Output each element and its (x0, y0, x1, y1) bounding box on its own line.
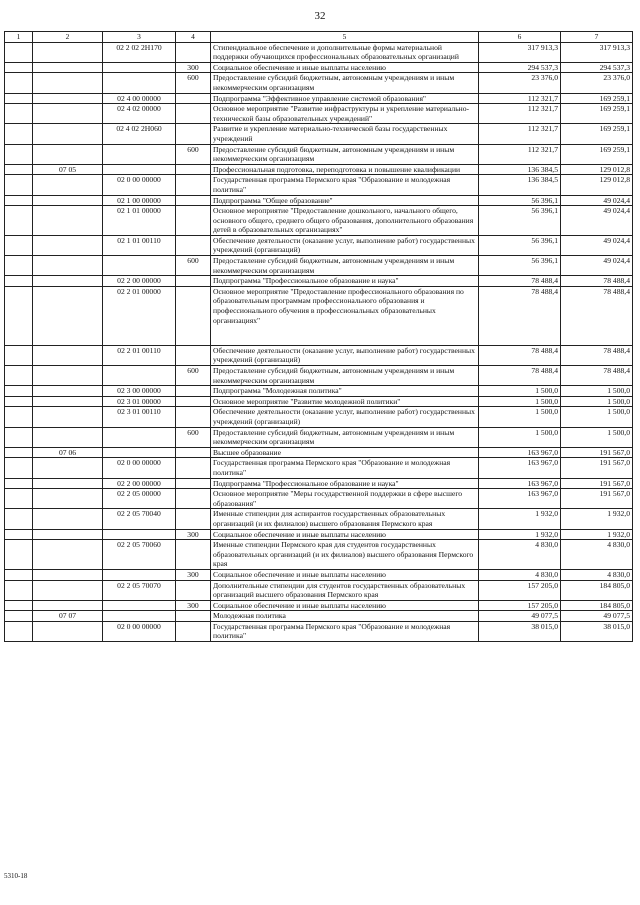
target-article-cell: 02 4 00 00000 (103, 93, 176, 104)
section-cell (5, 42, 33, 62)
description-cell: Обеспечение деятельности (оказание услуг, выполнение работ) государственных учреждений (организаций) (211, 407, 479, 427)
amount-2020-cell: 184 805,0 (561, 600, 633, 611)
target-article-cell (103, 600, 176, 611)
section-cell (5, 529, 33, 540)
amount-2019-cell: 56 396,1 (479, 256, 561, 276)
expense-type-cell (176, 540, 211, 570)
amount-2019-cell: 157 205,0 (479, 600, 561, 611)
description-cell: Социальное обеспечение и иные выплаты населению (211, 529, 479, 540)
column-header: 6 (479, 32, 561, 43)
amount-2020-cell: 4 830,0 (561, 540, 633, 570)
description-cell: Основное мероприятие "Предоставление профессионального образования по образовательным программам профессионального образования и профессионального обучения в профессиональных образовательных организациях" (211, 286, 479, 345)
subsection-cell (33, 580, 103, 600)
amount-2019-cell: 294 537,3 (479, 62, 561, 73)
subsection-cell (33, 104, 103, 124)
target-article-cell (103, 569, 176, 580)
section-cell (5, 580, 33, 600)
subsection-cell (33, 509, 103, 529)
target-article-cell: 02 0 00 00000 (103, 175, 176, 195)
target-article-cell: 02 0 00 00000 (103, 458, 176, 478)
amount-2019-cell: 163 967,0 (479, 478, 561, 489)
amount-2020-cell: 1 500,0 (561, 396, 633, 407)
table-row (5, 366, 633, 386)
subsection-cell (33, 93, 103, 104)
table-row (5, 124, 633, 144)
amount-2019-cell: 163 967,0 (479, 447, 561, 458)
amount-2020-cell: 294 537,3 (561, 62, 633, 73)
target-article-cell: 02 4 02 2Н060 (103, 124, 176, 144)
expense-type-cell: 600 (176, 73, 211, 93)
table-row (5, 396, 633, 407)
subsection-cell (33, 540, 103, 570)
amount-2019-cell: 49 077,5 (479, 611, 561, 622)
subsection-cell (33, 386, 103, 397)
target-article-cell: 02 2 05 70060 (103, 540, 176, 570)
expense-type-cell (176, 580, 211, 600)
description-cell: Профессиональная подготовка, переподготовка и повышение квалификации (211, 164, 479, 175)
amount-2020-cell: 78 488,4 (561, 276, 633, 287)
expense-type-cell (176, 286, 211, 345)
expense-type-cell (176, 42, 211, 62)
subsection-cell (33, 124, 103, 144)
table-row (5, 509, 633, 529)
expense-type-cell: 300 (176, 529, 211, 540)
subsection-cell: 07 06 (33, 447, 103, 458)
amount-2020-cell: 49 077,5 (561, 611, 633, 622)
section-cell (5, 256, 33, 276)
table-row (5, 569, 633, 580)
table-row (5, 104, 633, 124)
target-article-cell (103, 73, 176, 93)
amount-2019-cell: 163 967,0 (479, 489, 561, 509)
table-row (5, 611, 633, 622)
expense-type-cell: 600 (176, 144, 211, 164)
table-row (5, 62, 633, 73)
description-cell: Подпрограмма "Профессиональное образование и наука" (211, 478, 479, 489)
table-row (5, 175, 633, 195)
amount-2020-cell: 191 567,0 (561, 489, 633, 509)
table-row (5, 621, 633, 641)
section-cell (5, 62, 33, 73)
expense-type-cell (176, 447, 211, 458)
amount-2019-cell: 56 396,1 (479, 195, 561, 206)
section-cell (5, 124, 33, 144)
description-cell: Государственная программа Пермского края "Образование и молодежная политика" (211, 175, 479, 195)
table-row (5, 600, 633, 611)
amount-2019-cell: 136 384,5 (479, 175, 561, 195)
subsection-cell (33, 195, 103, 206)
amount-2020-cell: 184 805,0 (561, 580, 633, 600)
description-cell: Предоставление субсидий бюджетным, автономным учреждениям и иным некоммерческим организациям (211, 144, 479, 164)
expense-type-cell (176, 93, 211, 104)
column-header: 3 (103, 32, 176, 43)
expense-type-cell (176, 478, 211, 489)
section-cell (5, 175, 33, 195)
amount-2020-cell: 317 913,3 (561, 42, 633, 62)
table-row (5, 93, 633, 104)
section-cell (5, 93, 33, 104)
expense-type-cell (176, 386, 211, 397)
subsection-cell (33, 144, 103, 164)
description-cell: Основное мероприятие "Развитие инфраструктуры и укрепление материально-технической базы образовательных учреждений" (211, 104, 479, 124)
description-cell: Социальное обеспечение и иные выплаты населению (211, 600, 479, 611)
description-cell: Социальное обеспечение и иные выплаты населению (211, 62, 479, 73)
column-header: 7 (561, 32, 633, 43)
expense-type-cell (176, 124, 211, 144)
table-row (5, 206, 633, 236)
description-cell: Основное мероприятие "Предоставление дошкольного, начального общего, основного общего, среднего общего образования, дополнительного образования детей в образовательных организациях" (211, 206, 479, 236)
amount-2020-cell: 169 259,1 (561, 93, 633, 104)
amount-2020-cell: 78 488,4 (561, 345, 633, 365)
amount-2019-cell: 1 932,0 (479, 529, 561, 540)
amount-2020-cell: 191 567,0 (561, 447, 633, 458)
expense-type-cell (176, 407, 211, 427)
amount-2019-cell: 1 932,0 (479, 509, 561, 529)
section-cell (5, 478, 33, 489)
amount-2020-cell: 1 500,0 (561, 427, 633, 447)
expense-type-cell (176, 489, 211, 509)
expense-type-cell: 300 (176, 62, 211, 73)
section-cell (5, 286, 33, 345)
amount-2019-cell: 78 488,4 (479, 286, 561, 345)
amount-2020-cell: 23 376,0 (561, 73, 633, 93)
column-header: 2 (33, 32, 103, 43)
target-article-cell (103, 366, 176, 386)
expense-type-cell (176, 235, 211, 255)
table-row (5, 73, 633, 93)
amount-2019-cell: 56 396,1 (479, 206, 561, 236)
subsection-cell: 07 07 (33, 611, 103, 622)
description-cell: Основное мероприятие "Развитие молодежной политики" (211, 396, 479, 407)
amount-2020-cell: 169 259,1 (561, 124, 633, 144)
table-row (5, 164, 633, 175)
section-cell (5, 447, 33, 458)
subsection-cell: 07 05 (33, 164, 103, 175)
subsection-cell (33, 407, 103, 427)
table-row (5, 286, 633, 345)
target-article-cell: 02 2 05 70040 (103, 509, 176, 529)
table-row (5, 144, 633, 164)
target-article-cell: 02 1 00 00000 (103, 195, 176, 206)
expense-type-cell: 600 (176, 366, 211, 386)
table-row (5, 345, 633, 365)
target-article-cell: 02 2 00 00000 (103, 478, 176, 489)
description-cell: Предоставление субсидий бюджетным, автономным учреждениям и иным некоммерческим организациям (211, 427, 479, 447)
subsection-cell (33, 458, 103, 478)
table-row (5, 235, 633, 255)
target-article-cell: 02 2 02 2Н170 (103, 42, 176, 62)
section-cell (5, 540, 33, 570)
section-cell (5, 345, 33, 365)
amount-2020-cell: 49 024,4 (561, 256, 633, 276)
section-cell (5, 509, 33, 529)
subsection-cell (33, 73, 103, 93)
section-cell (5, 144, 33, 164)
expense-type-cell (176, 104, 211, 124)
target-article-cell (103, 164, 176, 175)
description-cell: Государственная программа Пермского края "Образование и молодежная политика" (211, 458, 479, 478)
subsection-cell (33, 621, 103, 641)
description-cell: Подпрограмма "Молодежная политика" (211, 386, 479, 397)
target-article-cell (103, 144, 176, 164)
expense-type-cell (176, 621, 211, 641)
amount-2020-cell: 49 024,4 (561, 206, 633, 236)
amount-2019-cell: 112 321,7 (479, 144, 561, 164)
amount-2019-cell: 4 830,0 (479, 540, 561, 570)
description-cell: Обеспечение деятельности (оказание услуг, выполнение работ) государственных учреждений (организаций) (211, 345, 479, 365)
target-article-cell: 02 3 01 00000 (103, 396, 176, 407)
table-row (5, 195, 633, 206)
section-cell (5, 206, 33, 236)
subsection-cell (33, 345, 103, 365)
subsection-cell (33, 62, 103, 73)
amount-2020-cell: 38 015,0 (561, 621, 633, 641)
description-cell: Подпрограмма "Общее образование" (211, 195, 479, 206)
section-cell (5, 569, 33, 580)
expense-type-cell (176, 195, 211, 206)
table-row (5, 447, 633, 458)
description-cell: Государственная программа Пермского края "Образование и молодежная политика" (211, 621, 479, 641)
section-cell (5, 427, 33, 447)
table-row (5, 256, 633, 276)
description-cell: Именные стипендии для аспирантов государственных образовательных организаций (и их филиалов) высшего образования Пермского края (211, 509, 479, 529)
amount-2019-cell: 78 488,4 (479, 345, 561, 365)
subsection-cell (33, 366, 103, 386)
description-cell: Социальное обеспечение и иные выплаты населению (211, 569, 479, 580)
subsection-cell (33, 569, 103, 580)
table-row (5, 540, 633, 570)
subsection-cell (33, 42, 103, 62)
subsection-cell (33, 396, 103, 407)
target-article-cell: 02 1 01 00110 (103, 235, 176, 255)
table-row (5, 489, 633, 509)
section-cell (5, 386, 33, 397)
amount-2020-cell: 49 024,4 (561, 195, 633, 206)
target-article-cell (103, 447, 176, 458)
description-cell: Предоставление субсидий бюджетным, автономным учреждениям и иным некоммерческим организациям (211, 73, 479, 93)
description-cell: Именные стипендии Пермского края для студентов государственных образовательных организаций (и их филиалов) высшего образования Пермского края (211, 540, 479, 570)
target-article-cell (103, 427, 176, 447)
amount-2020-cell: 169 259,1 (561, 144, 633, 164)
section-cell (5, 104, 33, 124)
section-cell (5, 73, 33, 93)
table-header-row (5, 32, 633, 43)
amount-2020-cell: 191 567,0 (561, 458, 633, 478)
amount-2019-cell: 163 967,0 (479, 458, 561, 478)
amount-2019-cell: 1 500,0 (479, 427, 561, 447)
amount-2019-cell: 112 321,7 (479, 124, 561, 144)
target-article-cell: 02 2 05 00000 (103, 489, 176, 509)
description-cell: Подпрограмма "Профессиональное образование и наука" (211, 276, 479, 287)
description-cell: Высшее образование (211, 447, 479, 458)
amount-2020-cell: 78 488,4 (561, 286, 633, 345)
amount-2019-cell: 23 376,0 (479, 73, 561, 93)
table-body (5, 42, 633, 641)
section-cell (5, 621, 33, 641)
section-cell (5, 611, 33, 622)
section-cell (5, 164, 33, 175)
description-cell: Стипендиальное обеспечение и дополнительные формы материальной поддержки обучающихся профессиональных образовательных организаций (211, 42, 479, 62)
target-article-cell: 02 1 01 00000 (103, 206, 176, 236)
section-cell (5, 407, 33, 427)
amount-2019-cell: 317 913,3 (479, 42, 561, 62)
amount-2020-cell: 1 500,0 (561, 407, 633, 427)
target-article-cell: 02 2 01 00000 (103, 286, 176, 345)
table-row (5, 458, 633, 478)
table-row (5, 407, 633, 427)
expense-type-cell (176, 164, 211, 175)
section-cell (5, 235, 33, 255)
target-article-cell: 02 3 01 00110 (103, 407, 176, 427)
section-cell (5, 489, 33, 509)
expense-type-cell (176, 396, 211, 407)
subsection-cell (33, 478, 103, 489)
subsection-cell (33, 600, 103, 611)
table-row (5, 580, 633, 600)
expense-type-cell: 300 (176, 569, 211, 580)
amount-2019-cell: 56 396,1 (479, 235, 561, 255)
expense-type-cell (176, 206, 211, 236)
amount-2019-cell: 112 321,7 (479, 104, 561, 124)
amount-2019-cell: 1 500,0 (479, 407, 561, 427)
expense-type-cell: 600 (176, 427, 211, 447)
page-number: 32 (314, 10, 326, 22)
amount-2019-cell: 1 500,0 (479, 396, 561, 407)
description-cell: Молодежная политика (211, 611, 479, 622)
amount-2020-cell: 1 932,0 (561, 529, 633, 540)
column-header: 1 (5, 32, 33, 43)
description-cell: Дополнительные стипендии для студентов государственных образовательных организаций высшего образования Пермского края (211, 580, 479, 600)
subsection-cell (33, 256, 103, 276)
subsection-cell (33, 235, 103, 255)
table-row (5, 478, 633, 489)
table-row (5, 386, 633, 397)
target-article-cell: 02 4 02 00000 (103, 104, 176, 124)
column-header: 5 (211, 32, 479, 43)
target-article-cell (103, 529, 176, 540)
section-cell (5, 366, 33, 386)
amount-2019-cell: 1 500,0 (479, 386, 561, 397)
target-article-cell: 02 3 00 00000 (103, 386, 176, 397)
expense-type-cell: 300 (176, 600, 211, 611)
description-cell: Развитие и укрепление материально-технической базы государственных учреждений (211, 124, 479, 144)
amount-2020-cell: 169 259,1 (561, 104, 633, 124)
section-cell (5, 458, 33, 478)
amount-2020-cell: 49 024,4 (561, 235, 633, 255)
amount-2019-cell: 38 015,0 (479, 621, 561, 641)
subsection-cell (33, 206, 103, 236)
description-cell: Предоставление субсидий бюджетным, автономным учреждениям и иным некоммерческим организациям (211, 256, 479, 276)
section-cell (5, 276, 33, 287)
target-article-cell (103, 256, 176, 276)
subsection-cell (33, 175, 103, 195)
section-cell (5, 195, 33, 206)
expense-type-cell: 600 (176, 256, 211, 276)
amount-2019-cell: 112 321,7 (479, 93, 561, 104)
subsection-cell (33, 276, 103, 287)
amount-2019-cell: 136 384,5 (479, 164, 561, 175)
subsection-cell (33, 286, 103, 345)
expense-type-cell (176, 345, 211, 365)
budget-table (4, 31, 633, 642)
expense-type-cell (176, 175, 211, 195)
amount-2020-cell: 129 012,8 (561, 164, 633, 175)
table-row (5, 42, 633, 62)
subsection-cell (33, 427, 103, 447)
amount-2020-cell: 4 830,0 (561, 569, 633, 580)
target-article-cell: 02 2 05 70070 (103, 580, 176, 600)
expense-type-cell (176, 509, 211, 529)
column-header: 4 (176, 32, 211, 43)
section-cell (5, 396, 33, 407)
table-row (5, 529, 633, 540)
table-row (5, 427, 633, 447)
target-article-cell: 02 2 00 00000 (103, 276, 176, 287)
amount-2020-cell: 129 012,8 (561, 175, 633, 195)
subsection-cell (33, 489, 103, 509)
table-row (5, 276, 633, 287)
expense-type-cell (176, 276, 211, 287)
expense-type-cell (176, 458, 211, 478)
target-article-cell: 02 0 00 00000 (103, 621, 176, 641)
section-cell (5, 600, 33, 611)
target-article-cell: 02 2 01 00110 (103, 345, 176, 365)
document-code: 5310-18 (4, 872, 28, 880)
amount-2019-cell: 4 830,0 (479, 569, 561, 580)
amount-2019-cell: 78 488,4 (479, 366, 561, 386)
amount-2019-cell: 157 205,0 (479, 580, 561, 600)
description-cell: Предоставление субсидий бюджетным, автономным учреждениям и иным некоммерческим организациям (211, 366, 479, 386)
expense-type-cell (176, 611, 211, 622)
amount-2020-cell: 1 500,0 (561, 386, 633, 397)
description-cell: Подпрограмма "Эффективное управление системой образования" (211, 93, 479, 104)
subsection-cell (33, 529, 103, 540)
target-article-cell (103, 611, 176, 622)
target-article-cell (103, 62, 176, 73)
description-cell: Обеспечение деятельности (оказание услуг, выполнение работ) государственных учреждений (организаций) (211, 235, 479, 255)
amount-2019-cell: 78 488,4 (479, 276, 561, 287)
amount-2020-cell: 191 567,0 (561, 478, 633, 489)
amount-2020-cell: 78 488,4 (561, 366, 633, 386)
amount-2020-cell: 1 932,0 (561, 509, 633, 529)
description-cell: Основное мероприятие "Меры государственной поддержки в сфере высшего образования" (211, 489, 479, 509)
